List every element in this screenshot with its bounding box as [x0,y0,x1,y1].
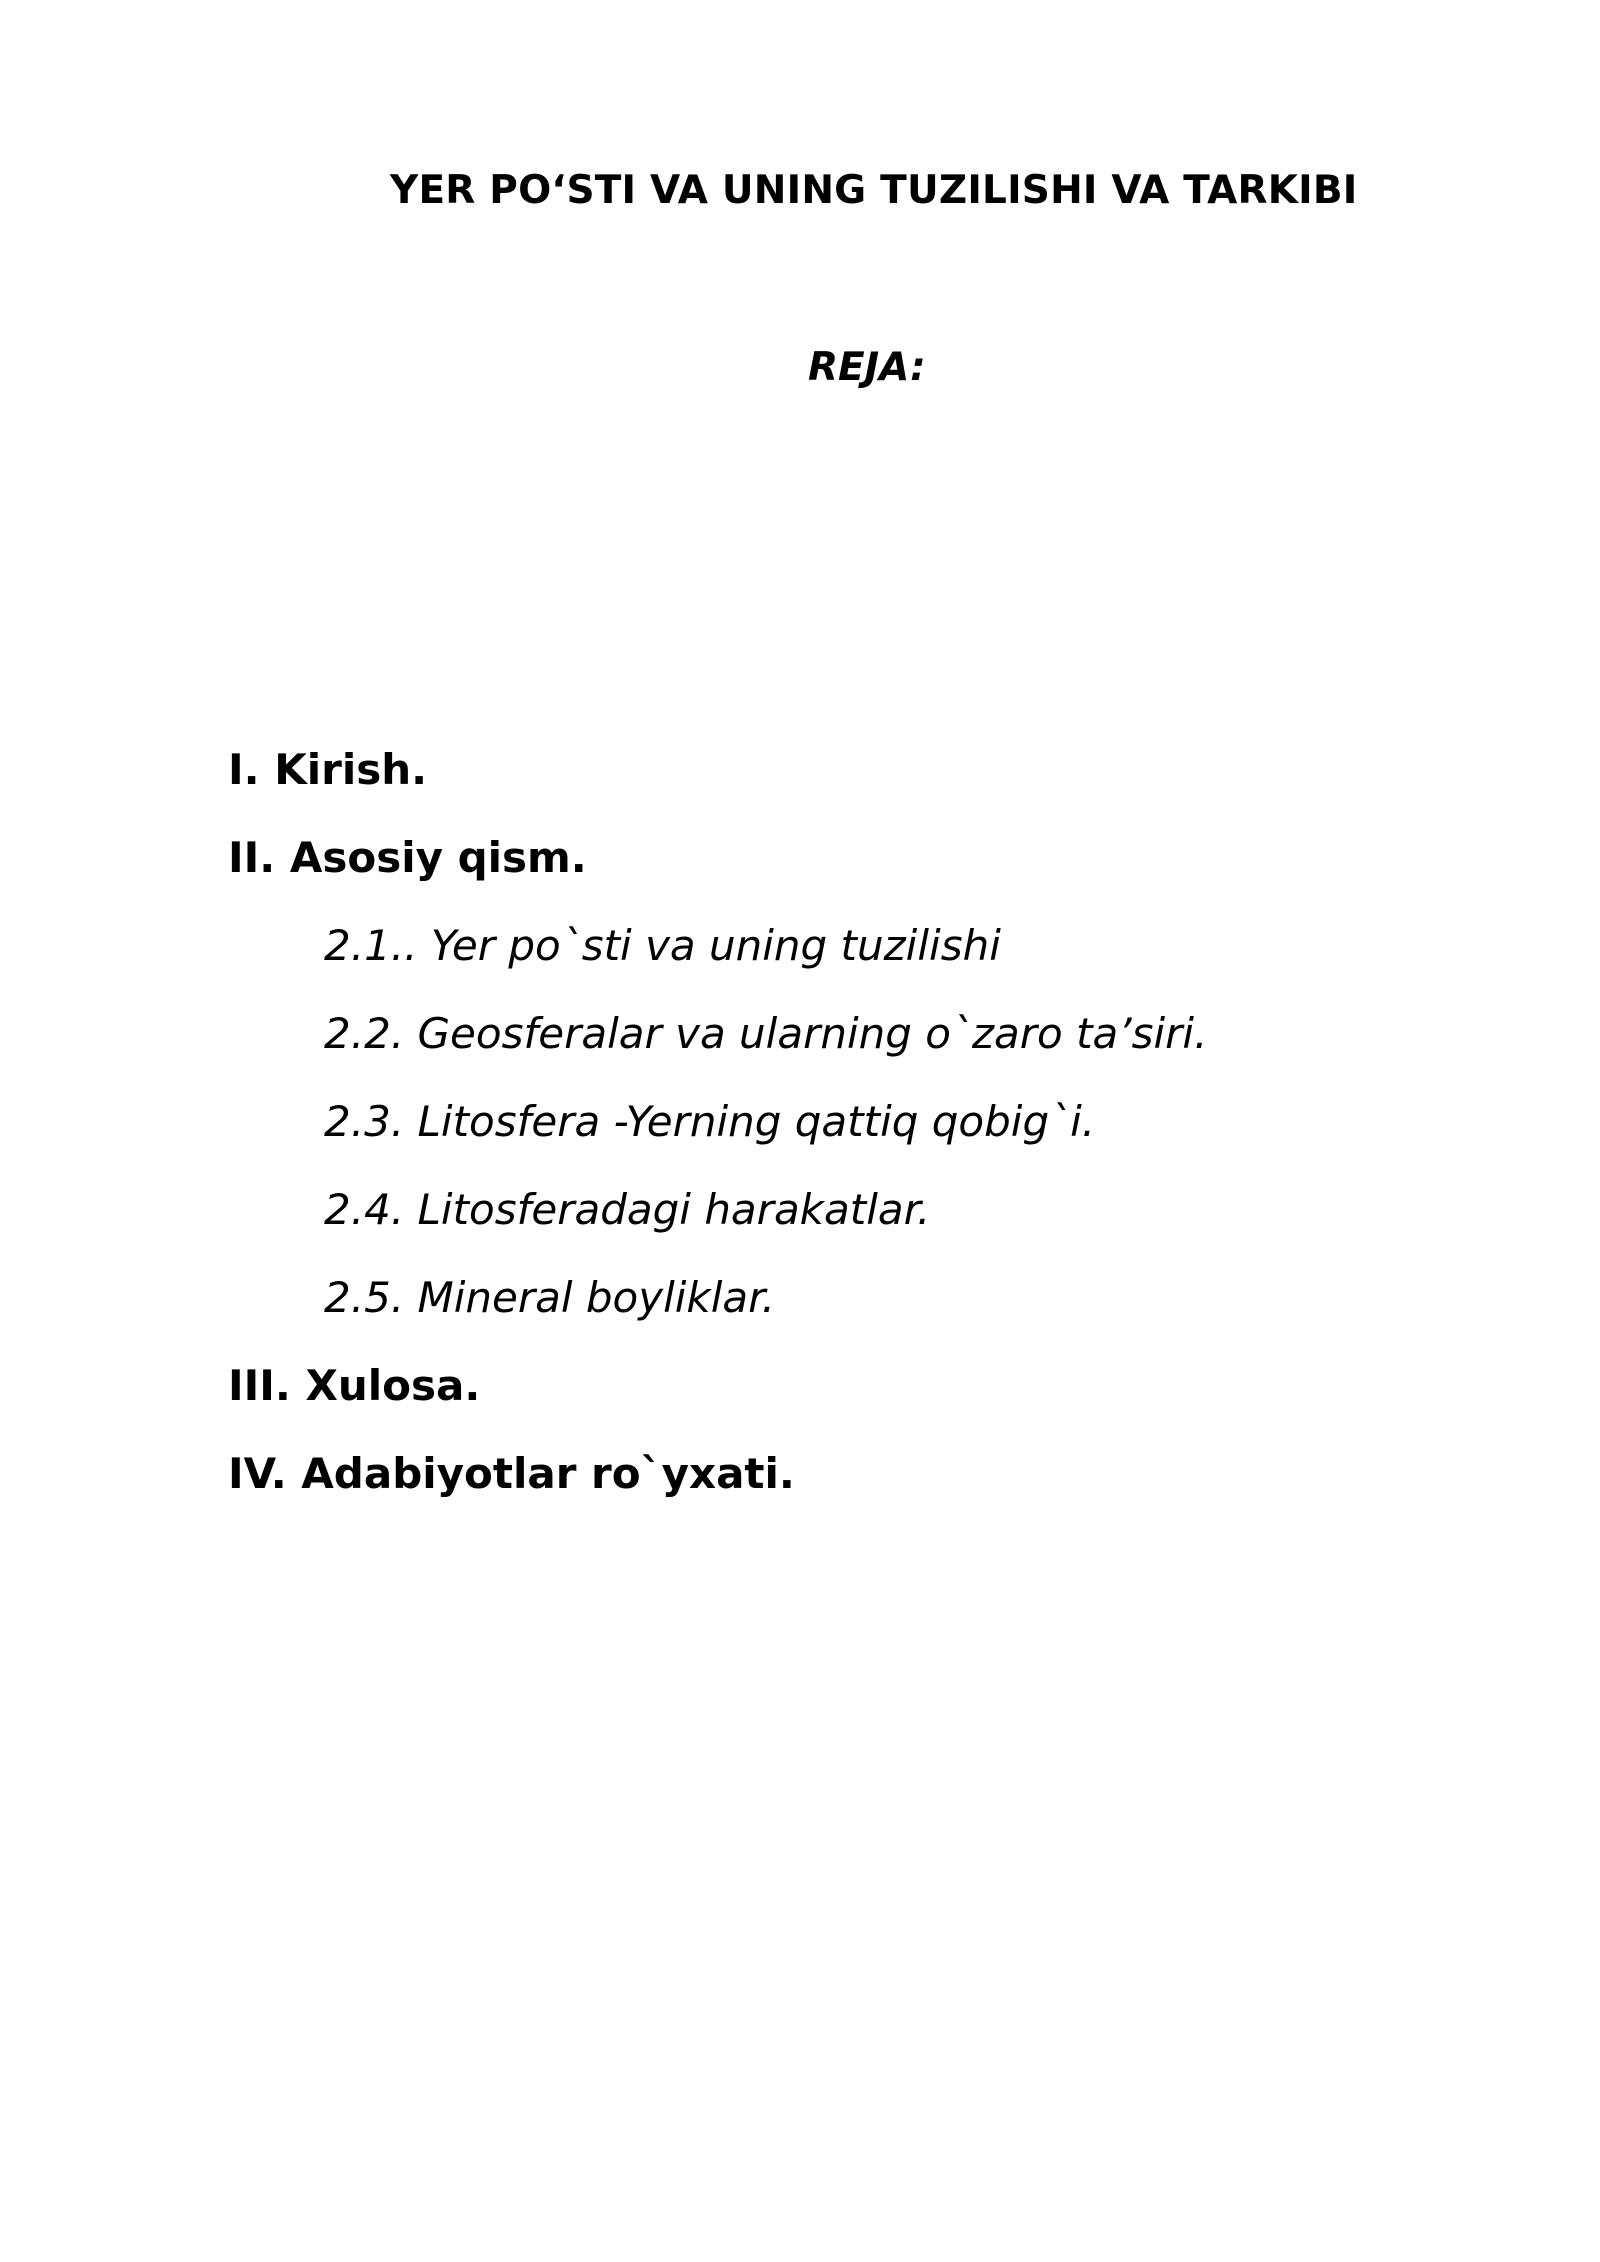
outline-subitem-2-5: 2.5. Mineral boyliklar. [324,1273,775,1322]
outline-subitem-2-1: 2.1.. Yer po`sti va uning tuzilishi [324,921,1001,970]
outline-subitem-2-4: 2.4. Litosferadagi harakatlar. [324,1185,931,1234]
outline-subitem-2-2: 2.2. Geosferalar va ularning o`zaro ta’siri. [324,1009,1208,1058]
outline-item-references: IV. Adabiyotlar ro`yxati. [228,1449,795,1498]
plan-heading: REJA: [808,345,926,390]
outline-item-introduction: I. Kirish. [228,745,428,794]
outline-subitem-2-3: 2.3. Litosfera -Yerning qattiq qobig`i. [324,1097,1096,1146]
outline-item-main-part: II. Asosiy qism. [228,833,587,882]
outline-item-conclusion: III. Xulosa. [228,1361,481,1410]
document-title: YER PO‘STI VA UNING TUZILISHI VA TARKIBI [390,168,1358,213]
